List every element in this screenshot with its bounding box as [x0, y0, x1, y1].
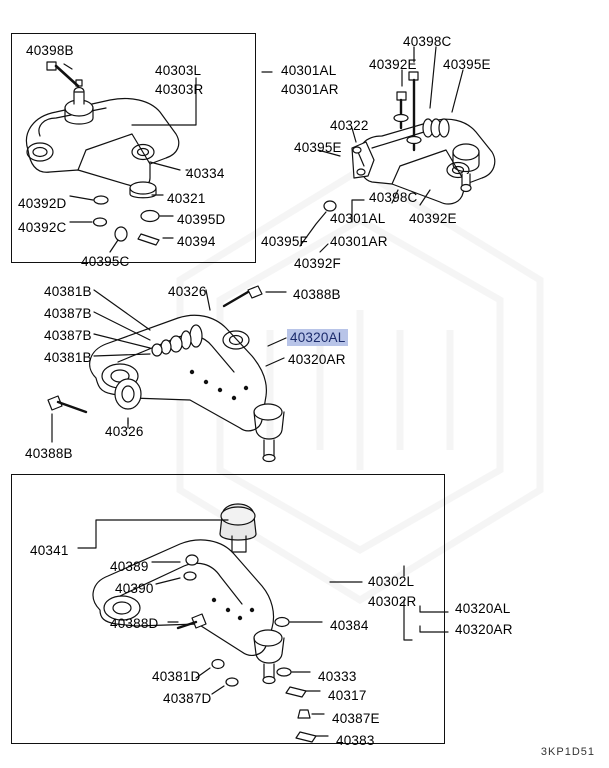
part-label-40320ar-bottom: 40320AR	[455, 622, 513, 637]
part-label-40387d: 40387D	[163, 691, 212, 706]
part-label-40301al-2: 40301AL	[330, 211, 386, 226]
part-label-40381d: 40381D	[152, 669, 201, 684]
part-label-40395c: 40395C	[81, 254, 130, 269]
part-label-40387b-2: 40387B	[44, 328, 92, 343]
part-label-40321: 40321	[167, 191, 206, 206]
part-label-40383: 40383	[336, 733, 375, 748]
washers-40392e	[423, 119, 449, 137]
part-label-40392c: 40392C	[18, 220, 67, 235]
part-label-40333: 40333	[318, 669, 357, 684]
part-label-40387b-1: 40387B	[44, 306, 92, 321]
part-label-40395f: 40395F	[261, 234, 308, 249]
bolt-40388b-left	[48, 396, 86, 442]
part-label-40395e-2: 40395E	[294, 140, 342, 155]
part-label-40303l: 40303L	[155, 63, 202, 78]
part-label-40301ar-2: 40301AR	[330, 234, 388, 249]
bolt-40388b-right	[224, 286, 286, 306]
part-label-40303r: 40303R	[155, 82, 204, 97]
part-label-40302l: 40302L	[368, 574, 415, 589]
part-label-40301ar-top: 40301AR	[281, 82, 339, 97]
part-label-40388d: 40388D	[110, 616, 159, 631]
part-label-40326-top: 40326	[168, 284, 207, 299]
part-label-40320al-bottom: 40320AL	[455, 601, 511, 616]
part-label-40388b-right: 40388B	[293, 287, 341, 302]
part-label-40322: 40322	[330, 118, 369, 133]
part-label-40387e: 40387E	[332, 711, 380, 726]
part-label-40392f: 40392F	[294, 256, 341, 271]
part-label-40317: 40317	[328, 688, 367, 703]
part-label-40326-bottom: 40326	[105, 424, 144, 439]
part-label-40320al[interactable]: 40320AL	[287, 329, 348, 346]
part-label-40388b-left: 40388B	[25, 446, 73, 461]
part-label-40395d: 40395D	[177, 212, 226, 227]
part-label-40341: 40341	[30, 543, 69, 558]
part-label-40398c-top: 40398C	[403, 34, 452, 49]
part-label-40320ar: 40320AR	[288, 352, 346, 367]
bolt-40398c-1	[394, 92, 408, 128]
drawing-code: 3KP1D51	[540, 746, 595, 758]
part-label-40390: 40390	[115, 581, 154, 596]
part-label-40392e-top: 40392E	[369, 57, 417, 72]
part-label-40334: 40334	[186, 166, 225, 181]
part-label-40395e: 40395E	[443, 57, 491, 72]
part-label-40301al-top: 40301AL	[281, 63, 337, 78]
part-label-40394: 40394	[177, 234, 216, 249]
part-label-40384: 40384	[330, 618, 369, 633]
part-label-40389: 40389	[110, 559, 149, 574]
bolt-40398c-2	[407, 72, 421, 150]
bolt-40398b-upper	[47, 62, 78, 86]
part-label-40392e-2: 40392E	[409, 211, 457, 226]
part-label-40381b-1: 40381B	[44, 284, 92, 299]
part-label-40302r: 40302R	[368, 594, 417, 609]
part-label-40398c-2: 40398C	[369, 190, 418, 205]
part-label-40392d: 40392D	[18, 196, 67, 211]
part-label-40398b-top: 40398B	[26, 43, 74, 58]
part-label-40381b-2: 40381B	[44, 350, 92, 365]
